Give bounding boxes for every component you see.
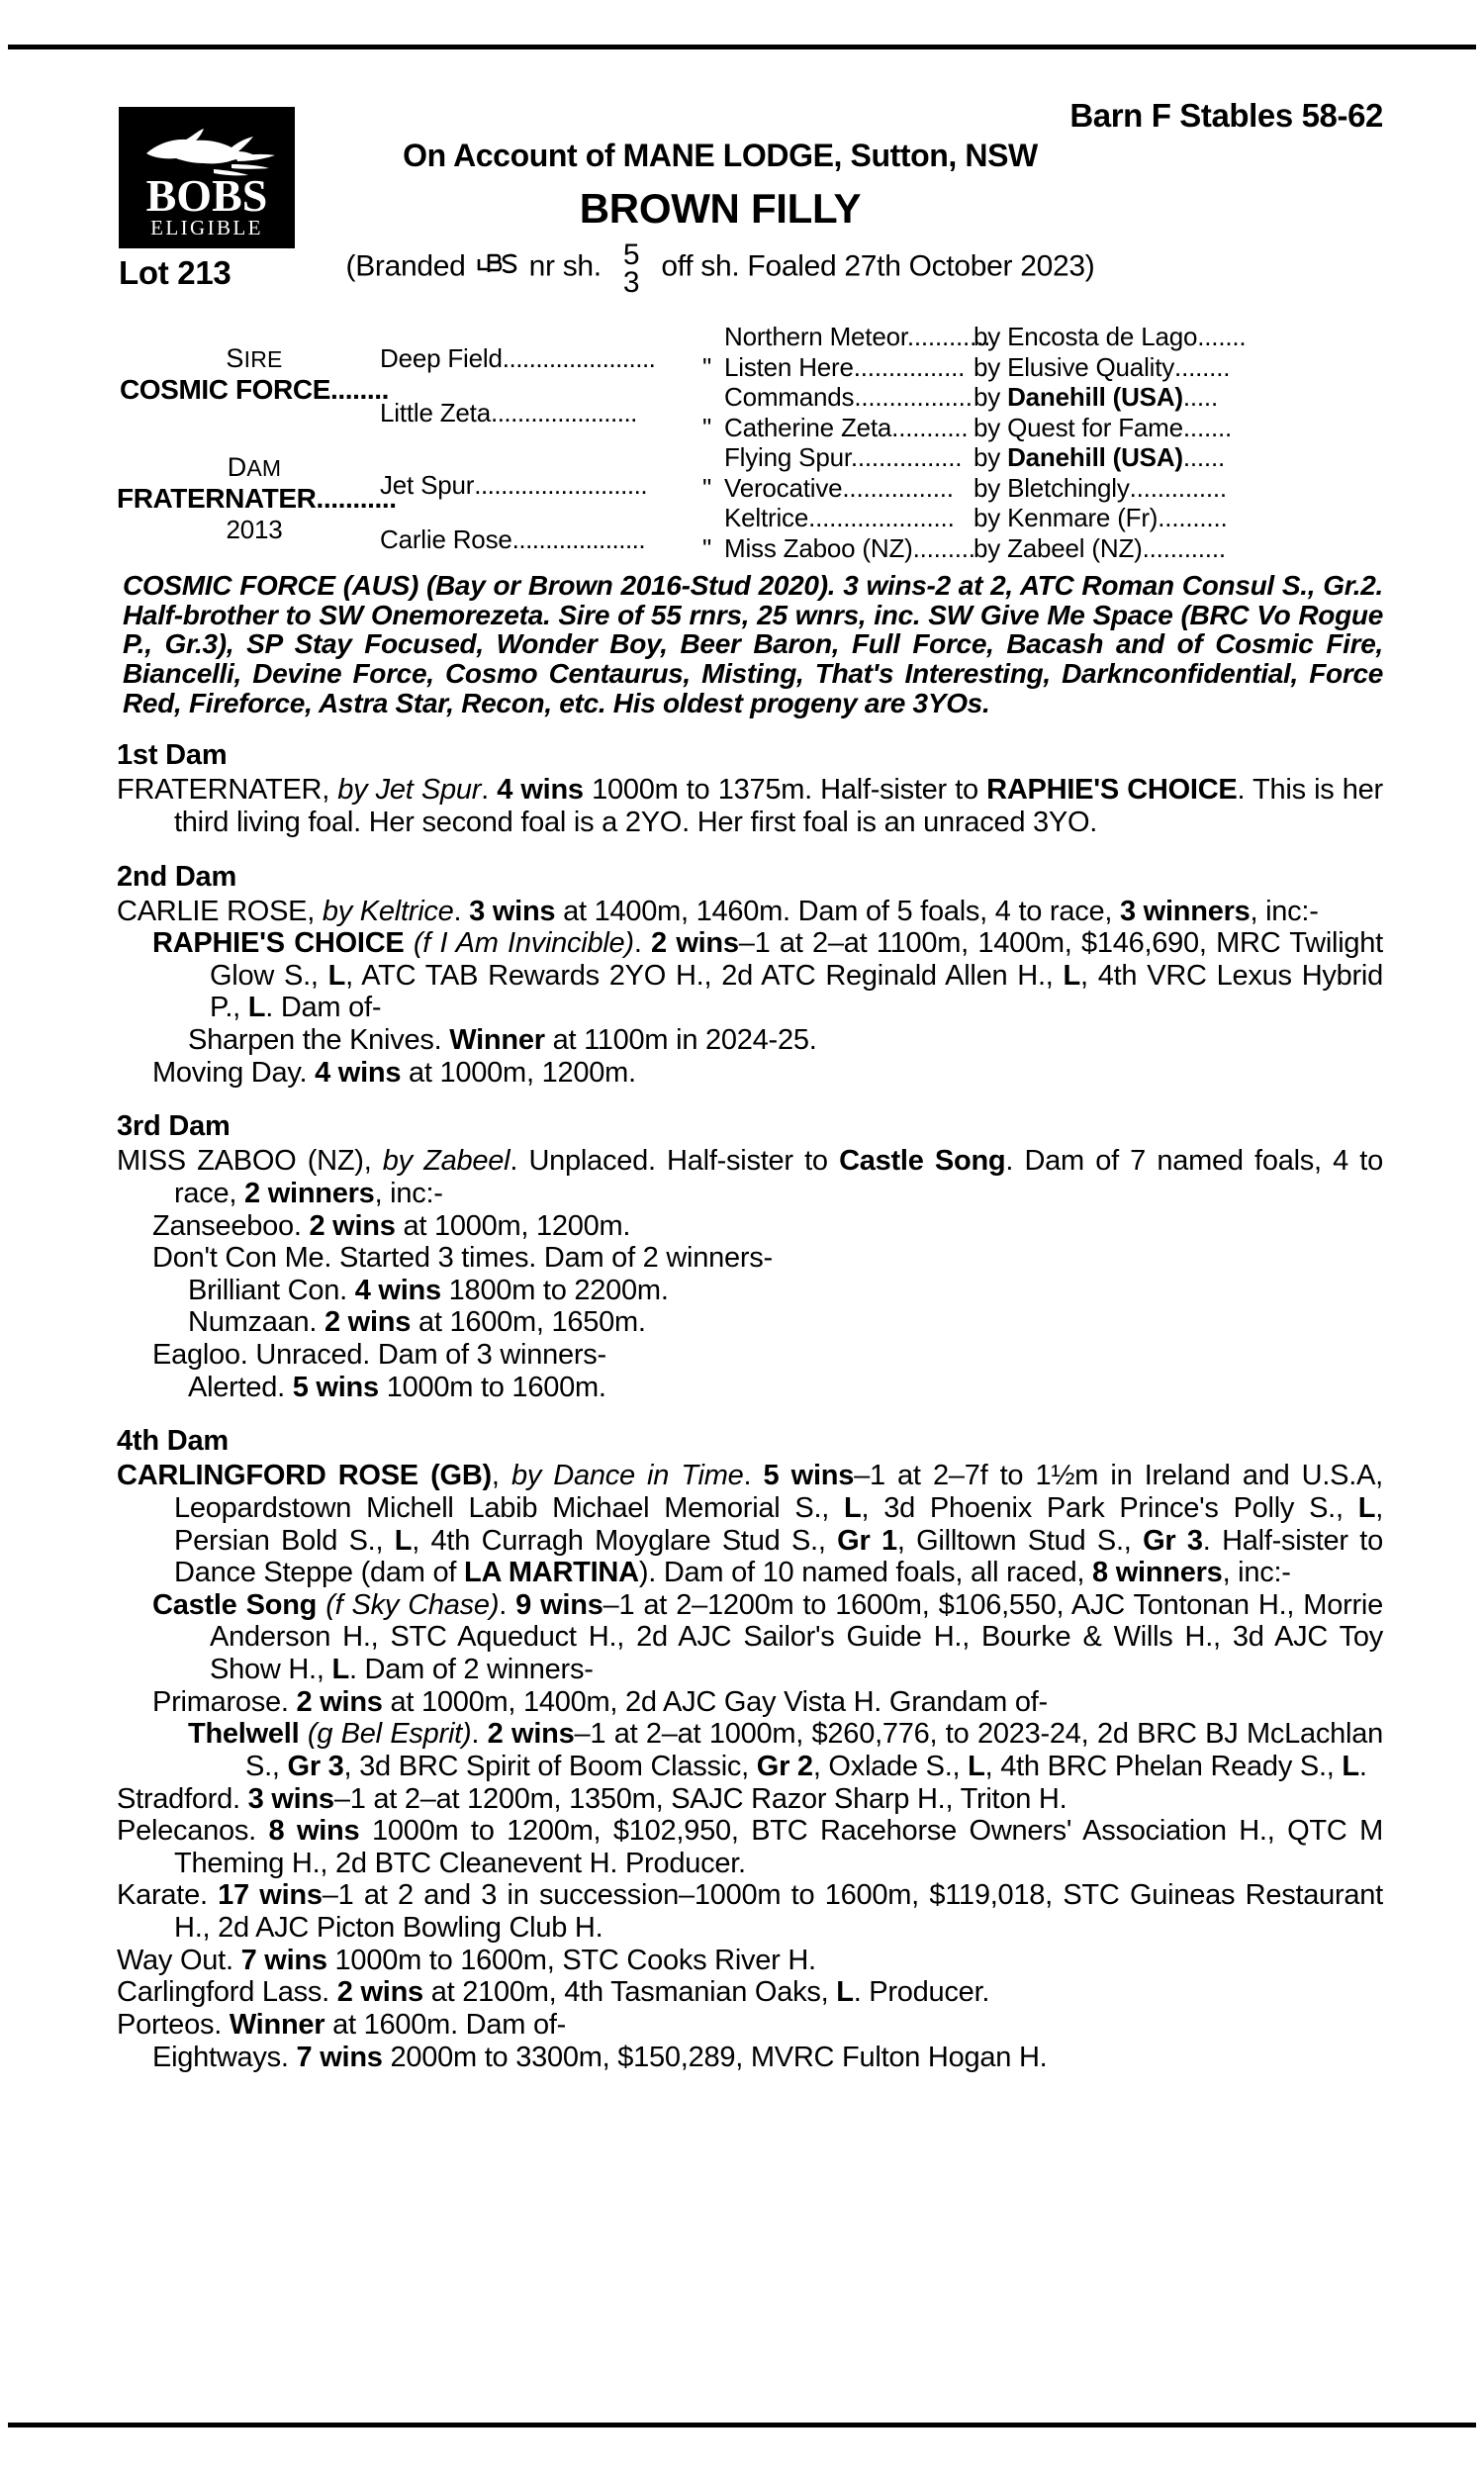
text-run: at 1600m. Dam of- — [325, 2008, 567, 2041]
emphasis-bold: L — [327, 959, 346, 992]
text-run: Porteos. — [117, 2008, 230, 2041]
emphasis-bold: CARLINGFORD ROSE (GB) — [117, 1460, 492, 1492]
emphasis-bold: 2 wins — [487, 1718, 575, 1751]
ditto-mark: " — [702, 472, 712, 503]
sire-summary-paragraph: COSMIC FORCE (AUS) (Bay or Brown 2016-Stud 2020). 3 wins-2 at 2, ATC Roman Consul S., Gr.2. Half-brother to SW Onemorezeta. Sire of 55 rnrs, 25 wnrs, inc. SW Give Me Space (BRC Vo Rogue P., Gr.3), SP Stay Focused, Wonder Boy, Beer Baron, Full Force, Bacash and of Cosmic Fire, Biancelli, Devine Force, Cosmo Centaurus, Misting, That's Interesting, Darknconfidential, Force Red, Fireforce, Astra Star, Recon, etc. His oldest progeny are 3YOs. — [123, 570, 1383, 718]
leader-dots: .............. — [1129, 472, 1227, 503]
pedigree-entry-line — [117, 1976, 1383, 2009]
text-run: at 1100m in 2024-25. — [544, 1024, 817, 1057]
barn-stables: Barn F Stables 58-62 — [1069, 97, 1383, 134]
text-run: ). Dam of 10 named foals, all raced, — [638, 1557, 1093, 1589]
pedigree-g3-entry — [702, 382, 1385, 412]
text-run: . — [471, 1718, 488, 1751]
pedigree-g3-sire: by Bletchingly — [974, 472, 1130, 503]
text-run: 2000m to 3300m, $150,289, MVRC Fulton Hogan H. — [382, 2041, 1048, 2073]
pedigree-entry-line — [117, 1372, 1383, 1404]
branded-prefix: (Branded — [345, 249, 466, 283]
text-run: , ATC TAB Rewards 2YO H., 2d ATC Reginald Allen H., — [345, 959, 1064, 992]
pedigree-entry-line — [117, 1339, 1383, 1372]
pedigree-table — [117, 322, 1383, 569]
pedigree-entry-line — [117, 1686, 1383, 1719]
text-run: , Gilltown Stud S., — [896, 1524, 1144, 1557]
emphasis-bold: L — [394, 1524, 413, 1557]
text-run: . — [453, 895, 470, 927]
emphasis-italic: (g Bel Esprit) — [307, 1718, 472, 1751]
lot-number: Lot 213 — [119, 254, 232, 291]
text-run: at 1600m, 1650m. — [411, 1306, 646, 1339]
emphasis-bold: 17 wins — [218, 1879, 323, 1912]
emphasis-italic: (f I Am Invincible) — [413, 927, 634, 960]
sire-block — [117, 343, 392, 406]
pedigree-entry-line — [117, 896, 1383, 928]
pedigree-entry-line — [117, 2009, 1383, 2042]
text-run: Numzaan. — [188, 1306, 325, 1339]
emphasis-bold: 8 wins — [268, 1815, 360, 1848]
text-run: at 1000m, 1200m. — [401, 1056, 636, 1089]
emphasis-bold: Winner — [449, 1024, 545, 1057]
pedigree-entry-line — [117, 1815, 1383, 1879]
emphasis-bold: 3 wins — [247, 1782, 334, 1815]
text-run: Alerted. — [188, 1371, 293, 1403]
pedigree-g3-sire: by Zabeel (NZ) — [974, 532, 1143, 563]
text-run: MISS ZABOO (NZ), — [117, 1145, 383, 1178]
pedigree-g3-entry — [702, 413, 1385, 442]
text-run: Sharpen the Knives. — [188, 1024, 450, 1057]
text-run: Eightways. — [152, 2041, 297, 2073]
emphasis-bold: 7 wins — [240, 1944, 327, 1976]
logo-wordmark: BOBS — [145, 170, 268, 221]
emphasis-bold: L — [331, 1654, 349, 1686]
branding-line — [117, 238, 1383, 299]
emphasis-bold: RAPHIE'S CHOICE — [986, 774, 1238, 807]
emphasis-bold: Winner — [229, 2008, 325, 2041]
emphasis-italic: (f Sky Chase) — [325, 1588, 500, 1621]
text-run: , 4th Curragh Moyglare Stud S., — [412, 1524, 838, 1557]
emphasis-bold: 5 wins — [763, 1460, 855, 1492]
emphasis-italic: by Dance in Time — [510, 1460, 744, 1492]
text-run: Carlingford Lass. — [117, 1976, 337, 2009]
text-run: , inc:- — [1250, 895, 1319, 927]
pedigree-g3-sire: by Danehill (USA) — [974, 442, 1183, 472]
dam-section-heading: 3rd Dam — [117, 1110, 231, 1143]
pedigree-g3-entry — [702, 503, 1385, 532]
emphasis-bold: LA MARTINA — [463, 1557, 639, 1589]
pedigree-g3-name: Catherine Zeta........... — [724, 412, 969, 442]
sire-name: COSMIC FORCE........ — [119, 374, 390, 405]
emphasis-bold: Gr 3 — [1143, 1524, 1203, 1557]
dam-sections — [117, 739, 1383, 2073]
emphasis-bold: Castle Song — [839, 1145, 1006, 1178]
text-run: , — [491, 1460, 511, 1492]
text-run: –1 at 2–1200m to 1600m, $106,550, AJC Tontonan H., Morrie Anderson H., STC Aqueduct H., 2d AJC Sailor's Guide H., Bourke & Wills H., 3d AJC Toy Show H., — [210, 1588, 1383, 1686]
pedigree-g3-name: Miss Zaboo (NZ)......... — [724, 532, 975, 563]
text-run: . — [743, 1460, 764, 1492]
pedigree-g3-sire: by Quest for Fame — [974, 412, 1183, 442]
leader-dots: ............ — [1142, 532, 1226, 563]
pedigree-g2-name: Carlie Rose — [380, 524, 512, 554]
dam-section-heading: 4th Dam — [117, 1425, 230, 1458]
pedigree-g2-entry — [380, 470, 682, 501]
pedigree-g3-entry — [702, 533, 1385, 563]
text-run: –1 at 2–7f to 1½m in Ireland and U.S.A, Leopardstown Michell Labib Michael Memorial S., — [174, 1460, 1383, 1524]
leader-dots: ..... — [1182, 382, 1218, 412]
pedigree-g3-sire: by Danehill (USA) — [974, 382, 1183, 412]
emphasis-italic: by Keltrice — [322, 895, 454, 927]
text-run: . Dam of 2 winners- — [348, 1654, 594, 1686]
emphasis-bold: L — [968, 1750, 985, 1782]
pedigree-entry-line — [117, 1879, 1383, 1944]
pedigree-g3-entry — [702, 442, 1385, 472]
text-run: . Dam of 7 named foals, 4 to race, — [174, 1145, 1383, 1209]
text-run: . This is her third living foal. Her second foal is a 2YO. Her first foal is an unraced 3YO. — [174, 774, 1383, 838]
emphasis-bold: Gr 2 — [756, 1750, 813, 1782]
pedigree-g3-sire: by Elusive Quality — [974, 351, 1175, 382]
emphasis-bold: 3 winners — [1119, 895, 1251, 927]
ditto-mark: " — [702, 412, 712, 442]
pedigree-g3-entry — [702, 473, 1385, 503]
emphasis-bold: 4 wins — [354, 1274, 441, 1306]
emphasis-italic: by Jet Spur — [337, 774, 482, 807]
text-run: 1000m to 1375m. Half-sister to — [583, 774, 987, 807]
pedigree-entry-line — [117, 1718, 1383, 1782]
text-run: 1000m to 1600m. — [378, 1371, 606, 1403]
text-run: 1000m to 1200m, $102,950, BTC Racehorse Owners' Association H., QTC M Theming H., 2d BTC Cleanevent H. Producer. — [174, 1815, 1383, 1879]
pedigree-g3-name: Commands................. — [724, 382, 973, 412]
text-run: , 3d Phoenix Park Prince's Polly S., — [861, 1491, 1358, 1524]
brand-number-stack — [622, 238, 640, 299]
pedigree-g2-entry — [380, 343, 682, 374]
page-content — [117, 94, 1383, 2073]
text-run: –1 at 2 and 3 in succession–1000m to 1600m, $119,018, STC Guineas Restaurant H., 2d AJC Picton Bowling Club H. — [174, 1879, 1383, 1945]
text-run: –1 at 2–at 1000m, $260,776, to 2023-24, 2d BRC BJ McLachlan S., — [245, 1718, 1383, 1782]
text-run: –1 at 2–at 1100m, 1400m, $146,690, MRC Twilight Glow S., — [210, 927, 1383, 992]
emphasis-bold: Thelwell — [188, 1718, 308, 1751]
sire-label: SIRE — [226, 343, 283, 373]
dam-label: DAM — [227, 452, 282, 482]
text-run: 1000m to 1600m, STC Cooks River H. — [326, 1944, 816, 1976]
pedigree-entry-line — [117, 774, 1383, 838]
text-run: 1800m to 2200m. — [440, 1274, 669, 1306]
text-run: . Producer. — [853, 1976, 990, 2009]
text-run: . — [481, 774, 498, 807]
emphasis-bold: 2 wins — [336, 1976, 423, 2009]
text-run: Way Out. — [117, 1944, 241, 1976]
emphasis-bold: 8 winners — [1092, 1557, 1223, 1589]
dam-name: FRATERNATER........... — [117, 483, 397, 514]
text-run: CARLIE ROSE, — [117, 895, 323, 927]
catalogue-header — [117, 94, 1383, 322]
branded-near-shoulder: nr sh. — [528, 249, 602, 283]
text-run: at 1000m, 1400m, 2d AJC Gay Vista H. Grandam of- — [382, 1685, 1048, 1718]
pedigree-entry-line — [117, 1945, 1383, 1977]
emphasis-bold: L — [836, 1976, 854, 2009]
leader-dots: ........ — [1174, 351, 1231, 382]
pedigree-entry-line — [117, 2042, 1383, 2074]
text-run: Zanseeboo. — [152, 1209, 310, 1242]
pedigree-g3-sire: by Encosta de Lago — [974, 322, 1198, 351]
pedigree-g2-name: Deep Field — [380, 343, 503, 373]
pedigree-g3-name: Northern Meteor............. — [724, 322, 998, 351]
emphasis-bold: 2 wins — [651, 927, 739, 960]
vendor-account: On Account of MANE LODGE, Sutton, NSW — [403, 138, 1038, 173]
emphasis-bold: Gr 3 — [287, 1750, 344, 1782]
emphasis-italic: by Zabeel — [382, 1145, 510, 1178]
dam-section-heading: 2nd Dam — [117, 860, 237, 893]
emphasis-bold: Castle Song — [152, 1588, 326, 1621]
text-run: at 1400m, 1460m. Dam of 5 foals, 4 to race, — [555, 895, 1120, 927]
text-run: , 4th BRC Phelan Ready S., — [984, 1750, 1343, 1782]
text-run: at 1000m, 1200m. — [395, 1209, 631, 1242]
pedigree-entry-line — [117, 1783, 1383, 1816]
emphasis-bold: RAPHIE'S CHOICE — [152, 927, 414, 960]
brand-symbol-icon — [476, 249, 519, 285]
pedigree-entry-line — [117, 1275, 1383, 1307]
text-run: Moving Day. — [152, 1056, 316, 1089]
emphasis-bold: L — [1342, 1750, 1359, 1782]
ditto-mark: " — [702, 532, 712, 563]
leader-dots: ...................... — [490, 398, 637, 428]
text-run: Pelecanos. — [117, 1815, 269, 1848]
pedigree-entry-line — [117, 1210, 1383, 1243]
emphasis-bold: L — [1357, 1491, 1376, 1524]
text-run: . — [499, 1588, 516, 1621]
pedigree-g2-entry — [380, 398, 682, 428]
text-run: , Persian Bold S., — [174, 1491, 1383, 1557]
pedigree-entry-line — [117, 927, 1383, 1024]
text-run: . — [1358, 1750, 1367, 1782]
pedigree-entry-line — [117, 1057, 1383, 1090]
leader-dots: .......................... — [474, 470, 648, 500]
leader-dots: ....... — [1182, 412, 1233, 442]
text-run: . Half-sister to Dance Steppe (dam of — [174, 1524, 1383, 1589]
emphasis-bold: 4 wins — [315, 1056, 402, 1089]
emphasis-bold: 9 wins — [515, 1588, 603, 1621]
text-run: –1 at 2–at 1200m, 1350m, SAJC Razor Sharp H., Triton H. — [333, 1782, 1067, 1815]
brand-number-top: 5 — [622, 238, 640, 271]
emphasis-bold: 2 wins — [296, 1685, 383, 1718]
dam-block — [117, 452, 397, 545]
pedigree-g3-name: Verocative................ — [724, 472, 954, 503]
text-run: . Unplaced. Half-sister to — [510, 1145, 840, 1178]
emphasis-bold: 2 winners — [244, 1177, 375, 1209]
text-run: Stradford. — [117, 1782, 248, 1815]
text-run: . — [633, 927, 652, 960]
emphasis-bold: 2 wins — [324, 1306, 412, 1339]
pedigree-entry-line — [117, 1306, 1383, 1339]
text-run: . Dam of- — [265, 992, 382, 1024]
leader-dots: ....................... — [502, 343, 656, 373]
dam-section-heading: 1st Dam — [117, 739, 228, 772]
pedigree-g3-name: Listen Here................ — [724, 351, 966, 382]
brand-number-bottom: 3 — [622, 265, 640, 299]
emphasis-bold: 4 wins — [497, 774, 584, 807]
pedigree-g2-name: Jet Spur — [380, 470, 475, 500]
text-run: , inc:- — [1222, 1557, 1291, 1589]
pedigree-g3-entry — [702, 352, 1385, 382]
text-run: , 3d BRC Spirit of Boom Classic, — [343, 1750, 757, 1782]
emphasis-bold: 5 wins — [292, 1371, 379, 1403]
text-run: Primarose. — [152, 1685, 297, 1718]
pedigree-entry-line — [117, 1242, 1383, 1275]
horse-colour-sex: BROWN FILLY — [579, 185, 862, 232]
text-run: , 4th VRC Lexus Hybrid P., — [210, 959, 1383, 1024]
pedigree-g2-name: Little Zeta — [380, 398, 491, 428]
top-rule — [8, 45, 1476, 49]
text-run: Don't Con Me. Started 3 times. Dam of 2 winners- — [152, 1242, 773, 1275]
leader-dots: ...... — [1182, 442, 1226, 472]
text-run: , Oxlade S., — [812, 1750, 969, 1782]
emphasis-bold: L — [247, 992, 266, 1024]
pedigree-g2-entry — [380, 524, 682, 555]
leader-dots: .......... — [1158, 503, 1228, 532]
branded-suffix: off sh. Foaled 27th October 2023) — [661, 249, 1095, 283]
emphasis-bold: 2 wins — [309, 1209, 396, 1242]
text-run: Karate. — [117, 1879, 219, 1912]
logo-subtext: ELIGIBLE — [150, 216, 263, 239]
text-run: Eagloo. Unraced. Dam of 3 winners- — [152, 1339, 606, 1372]
emphasis-bold: L — [844, 1491, 862, 1524]
emphasis-bold: L — [1063, 959, 1080, 992]
pedigree-entry-line — [117, 1145, 1383, 1209]
text-run: at 2100m, 4th Tasmanian Oaks, — [422, 1976, 837, 2009]
emphasis-bold: 3 wins — [469, 895, 556, 927]
text-run: FRATERNATER, — [117, 774, 338, 807]
bottom-rule — [8, 2423, 1476, 2427]
pedigree-entry-line — [117, 1024, 1383, 1057]
dam-foaling-year: 2013 — [226, 515, 283, 544]
emphasis-bold: 7 wins — [296, 2041, 383, 2073]
leader-dots: ....... — [1197, 322, 1247, 351]
pedigree-g3-entry — [702, 322, 1385, 351]
ditto-mark: " — [702, 351, 712, 382]
pedigree-entry-line — [117, 1460, 1383, 1589]
pedigree-g3-name: Keltrice..................... — [724, 503, 955, 532]
pedigree-g3-sire: by Kenmare (Fr) — [974, 503, 1159, 532]
leader-dots: .................... — [511, 524, 646, 554]
pedigree-entry-line — [117, 1589, 1383, 1686]
pedigree-g3-name: Flying Spur................ — [724, 442, 963, 472]
text-run: Brilliant Con. — [188, 1274, 355, 1306]
emphasis-bold: Gr 1 — [837, 1524, 897, 1557]
text-run: , inc:- — [374, 1177, 443, 1209]
